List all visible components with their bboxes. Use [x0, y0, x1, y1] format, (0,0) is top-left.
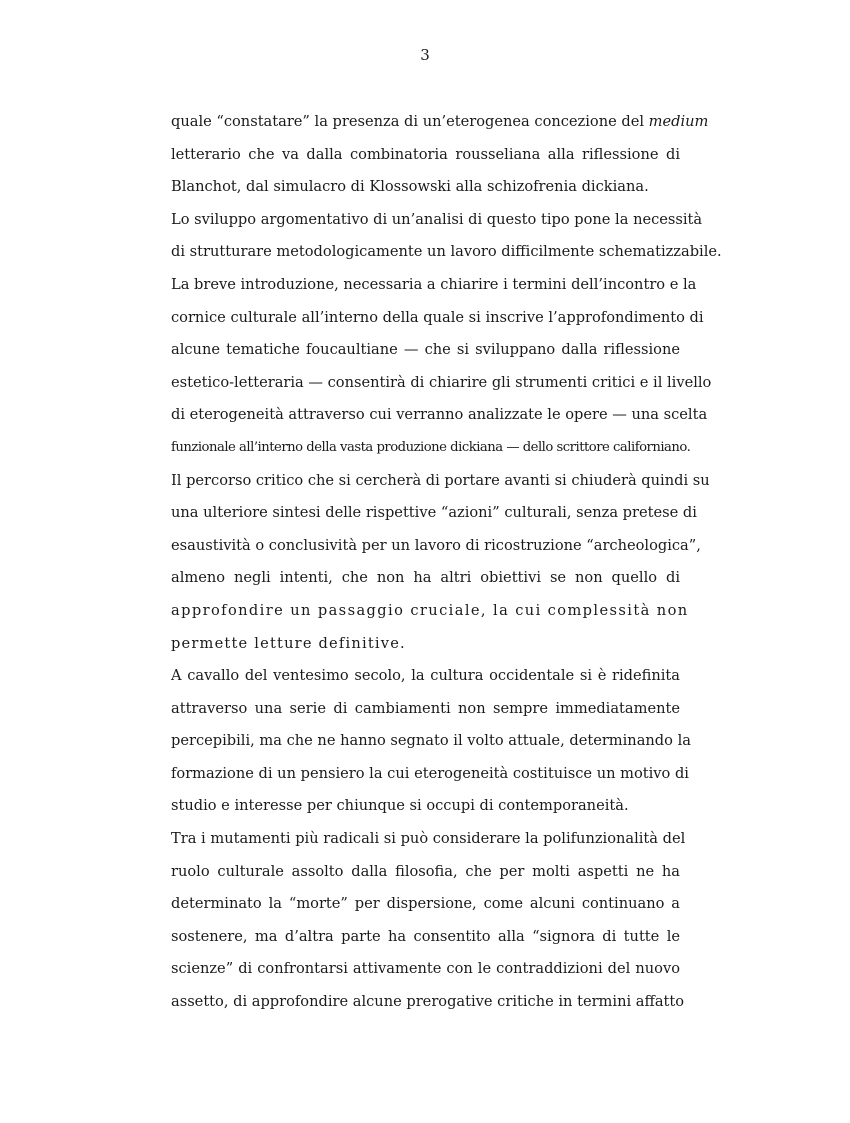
text-line: A cavallo del ventesimo secolo, la cultura occidentale si è ridefinita — [171, 667, 680, 685]
text-line: percepibili, ma che ne hanno segnato il volto attuale, determinando la — [171, 732, 691, 750]
text-line: studio e interesse per chiunque si occupi di contemporaneità. — [171, 797, 629, 815]
text-line: funzionale all’interno della vasta produzione dickiana — dello scrittore californiano. — [171, 439, 691, 455]
text-line: sostenere, ma d’altra parte ha consentito alla “signora di tutte le — [171, 927, 680, 945]
italic-term: medium — [648, 113, 709, 130]
text-line: di eterogeneità attraverso cui verranno analizzate le opere — una scelta — [171, 406, 708, 424]
text-line: esaustività o conclusività per un lavoro di ricostruzione “archeologica”, — [171, 536, 701, 554]
text-line: approfondire un passaggio cruciale, la cui complessità non — [171, 601, 689, 619]
text-line: attraverso una serie di cambiamenti non sempre immediatamente — [171, 699, 680, 717]
page-number: 3 — [420, 46, 430, 64]
text-line: ruolo culturale assolto dalla filosofia, che per molti aspetti ne ha — [171, 862, 680, 880]
text-line: Il percorso critico che si cercherà di portare avanti si chiuderà quindi su — [171, 471, 710, 489]
body-text — [171, 108, 722, 1021]
text-line: una ulteriore sintesi delle rispettive “azioni” culturali, senza pretese di — [171, 504, 697, 522]
text-line: assetto, di approfondire alcune prerogative critiche in termini affatto — [171, 993, 685, 1011]
text-line: formazione di un pensiero la cui eterogeneità costituisce un motivo di — [171, 764, 689, 782]
text-line: Blanchot, dal simulacro di Klossowski alla schizofrenia dickiana. — [171, 178, 649, 196]
text-line: letterario che va dalla combinatoria rousseliana alla riflessione di — [171, 145, 680, 163]
text-line: determinato la “morte” per dispersione, come alcuni continuano a — [171, 895, 680, 913]
text-line: cornice culturale all’interno della quale si inscrive l’approfondimento di — [171, 308, 704, 326]
text-line: Lo sviluppo argomentativo di un’analisi di questo tipo pone la necessità — [171, 210, 703, 228]
text-line: scienze” di confrontarsi attivamente con le contraddizioni del nuovo — [171, 960, 680, 978]
text-line: La breve introduzione, necessaria a chiarire i termini dell’incontro e la — [171, 275, 697, 293]
text-line: alcune tematiche foucaultiane — che si sviluppano dalla riflessione — [171, 341, 680, 359]
text-line: di strutturare metodologicamente un lavoro difficilmente schematizzabile. — [171, 243, 722, 261]
text-line: Tra i mutamenti più radicali si può considerare la polifunzionalità del — [171, 830, 686, 848]
text-line — [171, 108, 709, 141]
text-line: permette letture definitive. — [171, 634, 406, 652]
text-line: estetico-letteraria — consentirà di chiarire gli strumenti critici e il livello — [171, 373, 712, 391]
text-run: quale “constatare” la presenza di un’eterogenea concezione del — [171, 113, 649, 130]
text-line: almeno negli intenti, che non ha altri obiettivi se non quello di — [171, 569, 680, 587]
